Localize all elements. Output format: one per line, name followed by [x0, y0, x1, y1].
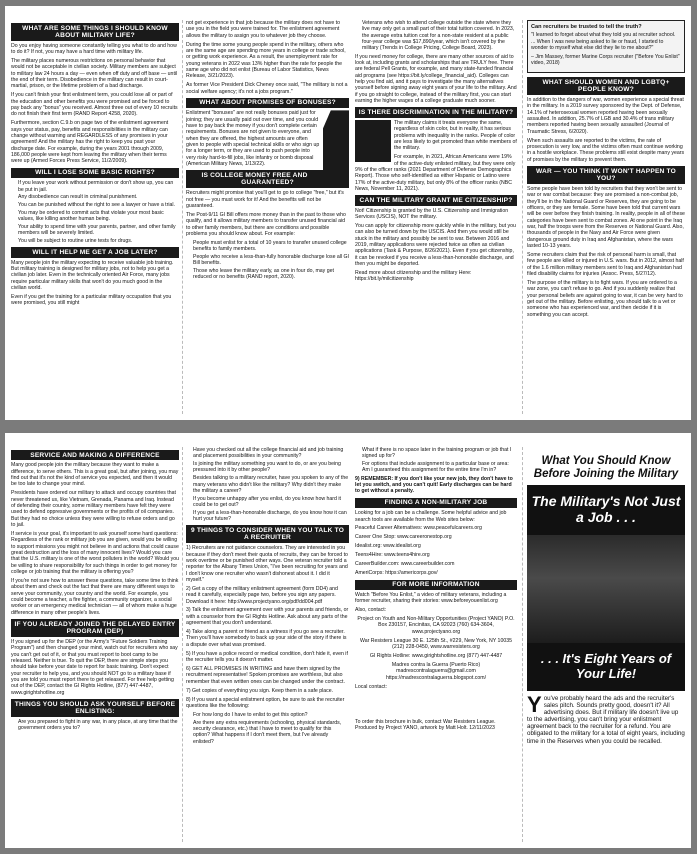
paragraph: Watch "Before You Enlist," a video of military veterans, including a former recruiter, sharing their stories: www.beforeyouenlist.org — [355, 591, 507, 605]
resource-link[interactable]: AmeriCorps: https://americorps.gov/ — [355, 570, 438, 577]
paragraph: Also, contact: — [355, 607, 387, 614]
list-item: • Any disobedience can result in criminal punishment. — [18, 194, 179, 200]
numbered-item: 5) If you have a police record or medical condition, don't hide it, even if the recruiter tells you it doesn't matter. — [186, 650, 348, 664]
gi-bill-list — [186, 240, 349, 281]
list-item: • For options that include assignment to a particular base or area: Am I guaranteed this assignment for the entire time I'm in? — [362, 461, 517, 474]
ask-yourself-list-cont — [186, 447, 349, 522]
paragraph: Even if you get the training for a particular military occupation that you were promised, you still might — [11, 293, 172, 307]
panel-7 — [355, 447, 517, 842]
org-contact: War Resisters League 30 E. 125th St., #229, New York, NY 10035 (212) 228-0450, www.warresisters.org — [360, 637, 512, 651]
panel-5 — [11, 447, 179, 842]
heading-bonuses: WHAT ABOUT PROMISES OF BONUSES? — [186, 98, 349, 108]
numbered-item: 2) Get a copy of the military enlistment agreement (form DD4) and read it carefully, especially page two, before you sign any papers. Download it here: http://www.projectyano.org/pdf/dd004.pdf — [186, 585, 338, 605]
fold-line — [182, 447, 183, 842]
heading-college-money: IS COLLEGE MONEY FREE AND GUARANTEED? — [186, 170, 349, 188]
org-contact: Madres contra la Guerra (Puerto Rico) madrescontralaguerra@gmail.com https://madrescontralaguerra.blogspot.com/ — [385, 661, 487, 681]
list-item: • Those who leave the military early, as one in four do, may get reduced or no benefits (RAND report, 2020). — [193, 268, 349, 281]
paragraph: The Post-9/11 GI Bill offers more money than in the past to those who qualify, and it allows military members to transfer unused financial aid to other family members, but there are conditions and possible problems you should know about. For example: — [186, 211, 346, 237]
list-item: • Besides talking to a military recruiter, have you spoken to any of the many veterans who didn't like the military? Why didn't they make the military a career? — [193, 475, 349, 494]
numbered-item: 7) Get copies of everything you sign. Keep them in a safe place. — [186, 687, 334, 694]
panel-6 — [186, 447, 349, 842]
heading-military-life: WHAT ARE SOME THINGS I SHOULD KNOW ABOUT MILITARY LIFE? — [11, 23, 179, 41]
paragraph: During the time some young people spend in the military, others who are the same age are spending more years in college or trade school, or getting work experience. As a result, the unemployment rate for young veterans in 2022 was 13% higher than the rate for people the same age who did not enlist (Bureau of Labor Statistics, News Release, 3/21/2023). — [186, 41, 346, 80]
numbered-item: 4) Take along a parent or friend as a witness if you go see a recruiter. Then you'll have somebody to back up your side of the story if there is a dispute over what was promised. — [186, 629, 347, 648]
paragraph: You can apply for citizenship more quickly while in the military, but you can also be turned down by the USCIS. And then you would still be stuck in the military and possibly be sent to war. Between 2016 and 2019, military applications were rejected twice as often as civilian applications (Task & Purpose, 8/26/2021). Even if you get citizenship, it can be revoked if you receive a less-than-honorable discharge, and then you might be deported. — [355, 222, 516, 267]
paragraph: If you can't finish your first enlistment term, you could lose all or part of the education and other benefits you were promised and be forced to pay back any "bonus" you received. Almost three out of every 10 recruits do not finish their first term (RAND Report 4258, 2020). — [11, 92, 178, 118]
paragraph: If service is your goal, it's important to ask yourself some hard questions: Regardless of the rank or military job you are given, would you be willing to support missions you might not believe in and actions that could cause great destruction and the loss of many innocent lives? Would you care that the U.S. military is one of the worst polluters in the world? Would you be willing to share responsibility for such things in order to get money for college or job training that the military is offering you? — [11, 531, 179, 576]
list-item: • If you leave your work without permission or don't show up, you can be put in jail. — [18, 180, 179, 193]
heading-service: SERVICE AND MAKING A DIFFERENCE — [11, 450, 179, 460]
fold-line — [522, 447, 523, 842]
brochure-outside-panels — [5, 433, 691, 848]
paragraph: In addition to the dangers of war, women experience a special threat in the military. In a 2019 survey sponsored by the Dept. of Defense, 14.1% of heterosexual women reported having been sexually assaulted. In addition, 25.7% of LGB and 30.4% of trans military members reported having been sexually assaulted (Journal of Traumatic Stress, 6/2020). — [527, 97, 684, 135]
paragraph: Many good people join the military because they want to make a difference, to serve others. This is a great goal, but after joining, you may find out that it's not the kind of service you expected, and then it would be too late to change your mind. — [11, 462, 179, 488]
paragraph: Not! Citizenship is granted by the U.S. Citizenship and Immigration Services (USCIS), NOT the military. — [355, 207, 509, 220]
heading-dep: IF YOU ALREADY JOINED THE DELAYED ENTRY PROGRAM (DEP) — [11, 619, 179, 637]
paragraph: When such assaults are reported to the victims, the rate of prosecution is very low, and the victims often must continue working in a hostile workplace. These problems still exist despite many years of promises by the military to prevent them. — [527, 137, 685, 163]
resource-link[interactable]: Idealist.org: www.idealist.org — [355, 543, 421, 550]
paragraph: Read more about citizenship and the military Here: https://bit.ly/milcitizenship — [355, 269, 472, 283]
list-item: • Have you checked out all the college financial aid and job training and placement possibilities in your community? — [193, 447, 349, 460]
heading-more-info: FOR MORE INFORMATION — [355, 580, 517, 590]
list-item: • You can be punished without the right to see a lawyer or have a trial. — [18, 202, 179, 208]
quote-title: Can recruiters be trusted to tell the truth? — [531, 24, 642, 30]
paragraph: Presidents have ordered our military to attack and occupy countries that never threatened us, like Vietnam, Grenada, Panama and Iraq. Instead of defending their country, some military members have felt they were used to defend oppressive governments or the profits of oil companies. But they had no choice unless they were willing to refuse orders and go to jail. — [11, 490, 176, 529]
heading-discrimination: IS THERE DISCRIMINATION IN THE MILITARY? — [355, 107, 517, 117]
heading-women-lgbtq: WHAT SHOULD WOMEN AND LGBTQ+ PEOPLE KNOW? — [527, 77, 685, 95]
list-item: • Is joining the military something you want to do, or are you being pressured into it by other people? — [193, 461, 349, 474]
paragraph: If you signed up for the DEP (or the Army's "Future Soldiers Training Program") and then changed your mind, watch out for recruiters who say you can't get out of it, or that you must report to boot camp to be released. Neither is true. To quit the DEP, there are simple steps you should take before your date to report for basic training. Don't expect your recruiter to help you, and you should NOT go to a military base if you are told you must report there to get released. For free help getting out of the DEP, contact the GI Rights Hotline, (877) 447-4487, www.girightshotline.org — [11, 638, 178, 696]
ask-yourself-list — [11, 719, 179, 732]
numbered-item: 3) Talk the enlistment agreement over with your parents and friends, or with a counselor from the GI Rights Hotline. Ask about any parts of the agreement that you don't understand. — [186, 607, 349, 627]
list-item: • You will be subject to routine urine tests for drugs. — [18, 238, 179, 244]
paragraph: The military claims it treats everyone the same, regardless of skin color, but in reality, it has serious problems with inequality in the ranks. People of color are less likely to get promoted than white members of the military. — [394, 119, 517, 152]
panel-1 — [11, 20, 179, 414]
list-item: • If you become unhappy after you enlist, do you know how hard it could be to get out? — [193, 496, 349, 509]
enlistment-option-questions — [186, 712, 349, 745]
list-item: • You may be ordered to commit acts that violate your most basic values, like killing another human being. — [18, 210, 179, 223]
heading-non-military-job: FINDING A NON-MILITARY JOB — [355, 498, 517, 508]
list-item: • For how long do I have to enlist to get this option? — [193, 712, 349, 718]
paragraph: not get experience in that job because the military does not have to use you in the field you were trained for. The enlistment agreement allows the military to assign you to whatever job they choose. — [186, 20, 340, 39]
soldiers-photo — [527, 535, 685, 643]
enlistment-option-questions-cont — [355, 447, 517, 474]
list-item: • Your ability to spend time with your parents, partner, and other family members will be severely limited. — [18, 224, 179, 237]
local-contact-label: Local contact: — [355, 683, 388, 690]
list-item: • Veterans who wish to attend college outside the state where they live may only get a small part of their total tuition covered. In 2023, the average extra tuition cost for a non-state resident at a public four-year college was $17,890/year, which isn't covered by the military (Trends in College Pricing, College Board, 2023). — [362, 20, 517, 52]
heading-basic-rights: WILL I LOSE SOME BASIC RIGHTS? — [11, 168, 179, 178]
paragraph: Furthermore, section C.9.b on page two of the enlistment agreement says your status, pay, benefits and responsibilities in the military can change without warning and REGARDLESS of any promises in your agreement! And the military has the right to keep you past your discharge date. For example, during the years 2001 through 2009, 186,000 people were kept from leaving the military when their terms were up (Armed Forces Press Service, 11/2/2009). — [11, 120, 169, 165]
list-item: • What if there is no space later in the training program or job that I signed up for? — [362, 447, 517, 460]
paragraph: If you're not sure how to answer these questions, take some time to think about them and check out the fact that there are many different ways to serve your community, your country and the world. For example, you could become a teacher, a fire fighter, a community organizer, a social worker or an emergency medical technician — all of whom make a huge difference in many other people's lives. — [11, 578, 179, 616]
paragraph: The purpose of the military is to fight wars. If you are ordered to a war zone, you can't refuse to go. And if you suddenly realize that your personal beliefs are against going to war, it can be very hard to get out of the military. Before enlisting, you should talk to a vet or someone who has experienced war, and then decide if it is something you can accept. — [527, 279, 683, 318]
heading-citizenship: CAN THE MILITARY GRANT ME CITIZENSHIP? — [355, 195, 517, 205]
recruiter-quote-box — [527, 20, 685, 73]
list-item: • If you get a less-than-honorable discharge, do you know how it can hurt your future? — [193, 510, 349, 523]
quote-text: "I learned to forget about what they told you at recruiter school. ... When I was new being asked to lie or fraud, I started to wonder to myself what else did they lie to me about?" — [531, 32, 676, 52]
cover-title — [527, 455, 685, 481]
paragraph: Many people join the military expecting to receive valuable job training. But military training is designed for military jobs, not to help you get a civilian job later. Even in the technically oriented Air Force, many jobs require particular military skills that won't do you much good in the civilian world. — [11, 259, 174, 292]
fold-line — [522, 20, 523, 414]
heading-job-later: WILL IT HELP ME GET A JOB LATER? — [11, 247, 179, 257]
numbered-item: 1) Recruiters are not guidance counselors. They are interested in you because if they don't meet their quota of recruits, they can be forced to work overtime or be punished other ways. One veteran recruiter told a reporter for the Albany Times Union, "I've been recruiting for years and I don't know one recruiter who wasn't dishonest about it. I did it myself." — [186, 545, 348, 583]
list-item: • Are there any extra requirements (schooling, physical standards, security clearance, etc.) that I have to meet to qualify for this option? What happens if I don't meet them, but I've already enlisted? — [193, 720, 349, 745]
paragraph: Looking for a job can be a challenge. Some helpful advice and job search tools are available from the Web sites below: — [355, 510, 507, 523]
resource-link[interactable]: CareerBuilder.com: www.careerbuilder.com — [355, 561, 455, 568]
paragraph: For example, in 2021, African Americans were 19% of the active-duty enlisted military, but they were only 9% of the officer ranks (2021 Department of Defense Demographics Report). Those who self-identified as either Hispanic or Latino were 17% of the active-duty military, but only 8% of the officer ranks (NBC News, November 11, 2021). — [355, 154, 516, 192]
org-contact: GI Rights Hotline: www.girightshotline.org (877) 447-4487 — [369, 653, 503, 660]
paragraph: If you need money for college, there are many other sources of aid to look at, including grants and scholarships that are TRULY free. There are federal Pell Grants, for example, and many state-funded financial aid programs (see https://bit.ly/college_financial_aid). Colleges can help you find aid, and it pays to investigate the many alternatives yourself before signing away eight years of your life to the military. And if you go straight to college, instead of the military first, you can start earning the higher wages of a college graduate much sooner. — [355, 53, 517, 105]
cover-intro — [527, 692, 685, 745]
panel-4 — [527, 20, 685, 414]
cover-title-line2: Before Joining the Military — [533, 468, 679, 480]
cover-title-line1: What You Should Know — [541, 455, 671, 467]
list-item: • People who receive a less-than-fully honorable discharge lose all GI Bill benefits. — [193, 254, 349, 267]
numbered-item: 8) If you want a special enlistment option, be sure to ask the recruiter questions like the following: — [186, 696, 345, 709]
cover-intro-text: ou've probably heard the ads and the recruiter's sales pitch. Sounds pretty good, doesn't it? All advertising does. But if military life doesn't live up to the advertising, you can't bring your enlistment agreement back to the recruiter for a refund. You are obligated to the military for a total of eight years, including time in the Reserves when you could be recalled. — [527, 695, 685, 745]
cover-headline-top: The Military's Not Just a Job . . . — [527, 485, 685, 535]
paragraph: Do you enjoy having someone constantly telling you what to do and how to do it? If not, you may have a hard time with military life. — [11, 42, 177, 56]
resource-link[interactable]: Career One Stop: www.careeronestop.org — [355, 534, 452, 541]
local-contact-space — [355, 693, 517, 719]
paragraph: Enlistment "bonuses" are not really bonuses paid just for joining; they are usually paid out over time, and you could have to pay back the money if you don't complete certain requirements. Bonuses are not given to everyone, and when they are offered, the highest amounts are often given to people with special technical skills or who sign up for a longer term, or they are used to push people into very risky hard-to-fill jobs, like infantry or bomb disposal (American Military News, 1/13/22). — [186, 110, 320, 168]
cover-headline-bottom: . . . It's Eight Years of Your Life! — [527, 643, 685, 691]
list-item: • People must enlist for a total of 10 years to transfer unused college benefits to family members. — [193, 240, 349, 253]
panel-3 — [355, 20, 517, 414]
brochure-inside-panels — [5, 6, 691, 420]
paragraph: As former Vice President Dick Cheney once said, "The military is not a social welfare agency; it's not a jobs program." — [186, 82, 348, 95]
paragraph: Recruiters might promise that you'll get to go to college "free," but it's not free — you must work for it! And the benefits will not be guaranteed. — [186, 190, 344, 209]
cover-panel — [527, 447, 685, 842]
numbered-item: 6) GET ALL PROMISES IN WRITING and have them signed by the recruitment representative! Spoken promises are worthless, but also remember that even written ones can be changed under the contract. — [186, 665, 345, 685]
hand-silhouette-icon — [355, 120, 391, 162]
fold-line — [182, 20, 183, 414]
heading-war: WAR — YOU THINK IT WON'T HAPPEN TO YOU? — [527, 166, 685, 184]
rights-list — [11, 180, 179, 244]
numbered-item: 9) REMEMBER: If you don't like your new job, they don't have to let you switch, and you can't quit! Early discharges can be hard to get without a penalty. — [355, 475, 513, 495]
heading-ask-yourself: THINGS YOU SHOULD ASK YOURSELF BEFORE ENLISTING: — [11, 699, 179, 717]
list-item: • Are you prepared to fight in any war, in any place, at any time that the government orders you to? — [18, 719, 179, 732]
heading-nine-things: 9 THINGS TO CONSIDER WHEN YOU TALK TO A RECRUITER — [186, 525, 349, 543]
paragraph: The military places numerous restrictions on personal behavior that would not be acceptable in civilian society. Military members are subject to military law 24 hours a day — even when off duty and off base — until the end of their term. Disobedience in the military can result in court-martial, prison, or the lifetime problem of a bad discharge. — [11, 58, 178, 90]
resource-link[interactable]: Teens4Hire: www.teens4hire.org — [355, 552, 430, 559]
credits: To order this brochure in bulk, contact War Resisters League. Produced by Project YANO, artwork by Matt Holt. 12/11/2023 — [355, 718, 496, 731]
tuition-list — [355, 20, 517, 52]
panel-2 — [186, 20, 349, 414]
quote-citation: – Jim Massey, former Marine Corps recruiter ("Before You Enlist" video, 2018) — [531, 53, 680, 67]
org-contact: Project on Youth and Non-Military Opportunities (Project YANO) P.O. Box 230157, Encinitas, CA 92023 (760) 634-3604, www.projectyano.org — [357, 616, 515, 635]
paragraph: Some recruiters claim that the risk of personal harm is small, that few people are killed or injured in U.S. wars. But in 2012, almost half of the 1.6 million military members sent to Iraq and Afghanistan had filed disability claims for injuries (Assoc. Press, 5/27/12). — [527, 251, 684, 277]
paragraph: Some people have been told by recruiters that they won't be sent to war or war combat because: they are promised a non-combat job, they'll be in the National Guard or Reserves, they are going to be officers, or they are female. Some have been told that current wars will be over before they finish training. In reality, people in all of these categories have been sent to combat zones. At one point in the Iraq war, half the troops were from the Reserves or National Guard. Also, thousands of people in the Navy and Air Force were given dangerous ground duty in Iraq and Afghanistan, where the wars lasted 10-13 years. — [527, 185, 685, 249]
drop-cap: Y — [527, 692, 542, 717]
resource-link[interactable]: Peaceful Career Alternatives: www.peacefulcareers.org — [355, 525, 482, 532]
